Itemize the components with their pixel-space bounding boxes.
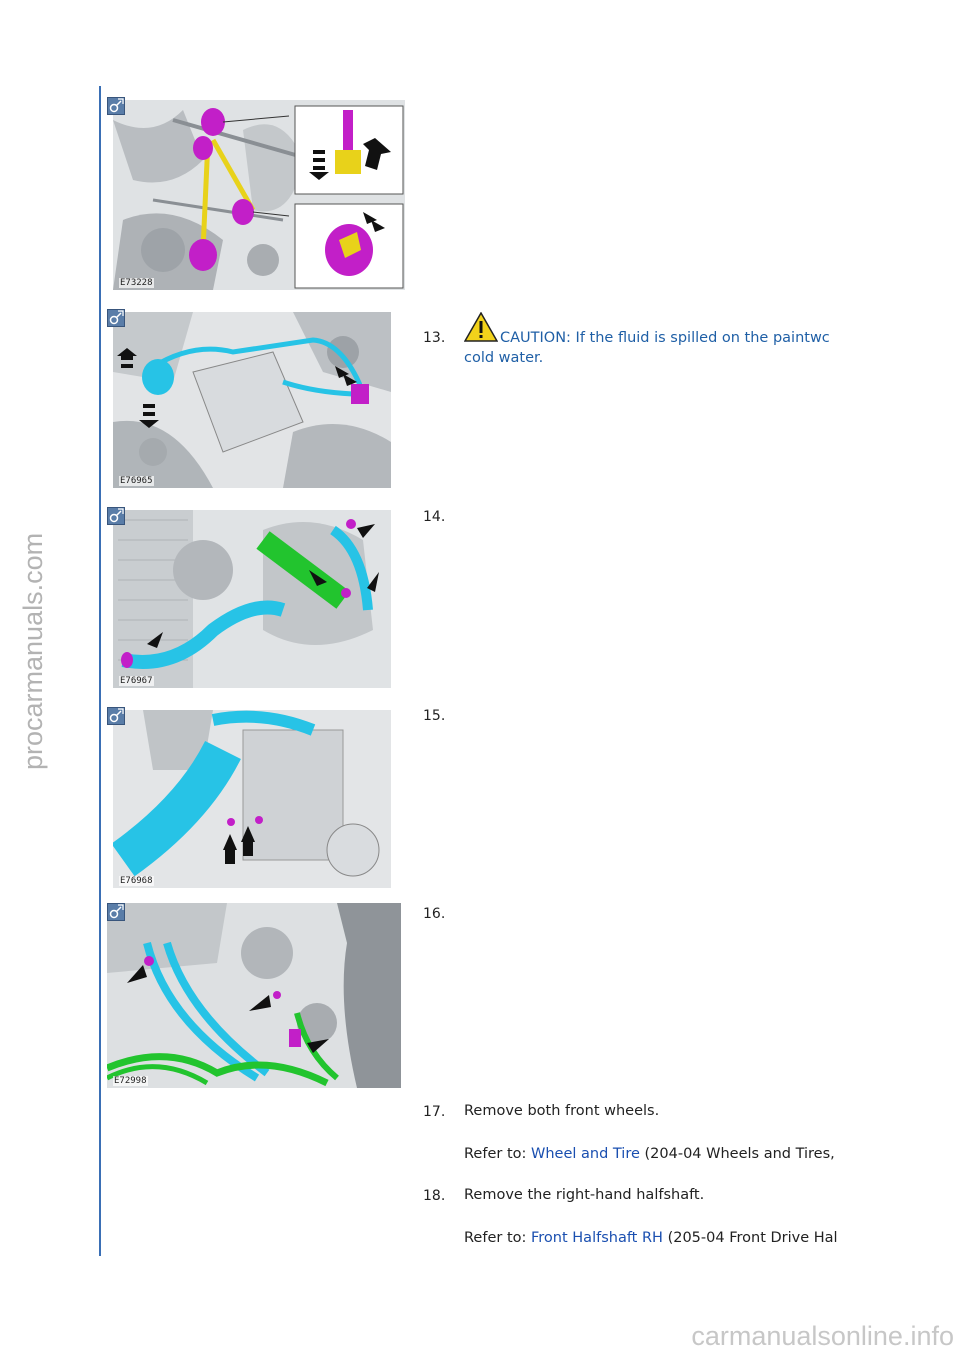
zoom-icon[interactable]	[107, 707, 125, 725]
engine-illustration	[107, 903, 401, 1088]
figure-e76967	[113, 510, 391, 688]
figure-code: E72998	[114, 1076, 147, 1086]
figure-code: E76968	[120, 876, 153, 886]
figure-code: E76967	[120, 676, 153, 686]
zoom-icon[interactable]	[107, 507, 125, 525]
caution-note	[464, 312, 874, 368]
watermark-procarmanuals: procarmanuals.com	[18, 532, 48, 770]
step-number: 18.	[423, 1188, 446, 1204]
step-number: 14.	[423, 509, 446, 525]
zoom-icon[interactable]	[107, 309, 125, 327]
zoom-icon[interactable]	[107, 97, 125, 115]
step-text: Remove both front wheels.	[464, 1103, 660, 1119]
ref-prefix: Refer to:	[464, 1146, 527, 1162]
figure-e76968	[113, 710, 391, 888]
figure-e72998	[107, 903, 401, 1088]
figure-code: E76965	[120, 476, 153, 486]
step-number: 15.	[423, 708, 446, 724]
engine-illustration	[113, 100, 405, 290]
figure-code: E73228	[120, 278, 153, 288]
caution-continuation: cold water.	[464, 350, 544, 366]
engine-illustration	[113, 710, 391, 888]
ref-suffix: (204-04 Wheels and Tires,	[644, 1146, 835, 1162]
caution-label: CAUTION:	[500, 330, 571, 346]
ref-suffix: (205-04 Front Drive Hal	[667, 1230, 838, 1246]
left-margin-rule	[99, 86, 101, 1256]
link-wheel-and-tire[interactable]: Wheel and Tire	[531, 1146, 640, 1162]
engine-illustration	[113, 510, 391, 688]
step-reference	[464, 1146, 874, 1162]
figure-e76965	[113, 312, 391, 488]
step-number: 17.	[423, 1104, 446, 1120]
caution-text: If the fluid is spilled on the paintwc	[575, 330, 830, 346]
ref-prefix: Refer to:	[464, 1230, 527, 1246]
zoom-icon[interactable]	[107, 903, 125, 921]
step-text: Remove the right-hand halfshaft.	[464, 1187, 705, 1203]
link-front-halfshaft-rh[interactable]: Front Halfshaft RH	[531, 1230, 663, 1246]
engine-illustration	[113, 312, 391, 488]
step-number: 16.	[423, 906, 446, 922]
step-reference	[464, 1230, 874, 1246]
step-number: 13.	[423, 330, 446, 346]
warning-icon	[464, 312, 498, 348]
watermark-carmanualsonline: carmanualsonline.info	[691, 1321, 954, 1351]
figure-e73228	[113, 100, 405, 290]
